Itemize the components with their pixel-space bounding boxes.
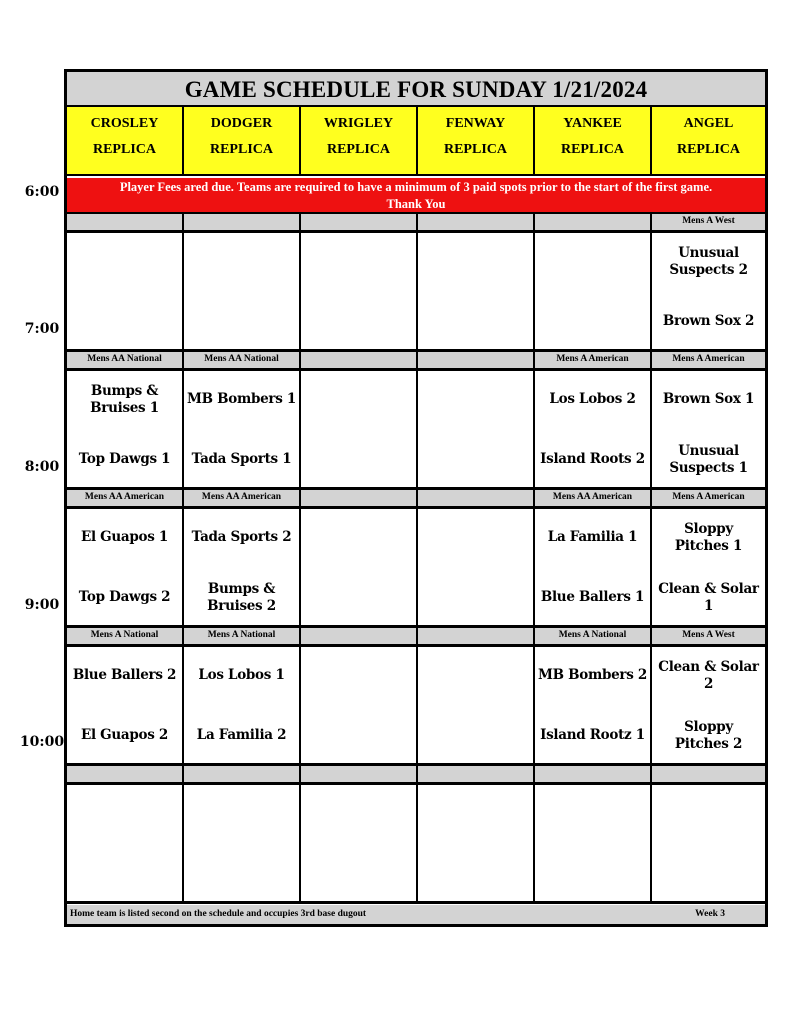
- time-label: 8:00: [24, 459, 60, 475]
- division-label: Mens AA American: [535, 490, 652, 509]
- division-label: Mens A National: [535, 628, 652, 647]
- division-label: Mens A West: [652, 214, 765, 233]
- away-team: Unusual Suspects 2: [669, 245, 748, 278]
- game-cell: [652, 647, 765, 766]
- game-cell: [184, 371, 301, 490]
- division-label: [418, 490, 535, 509]
- division-label: [652, 766, 765, 785]
- game-cell: [67, 509, 184, 628]
- division-label: Mens A American: [652, 490, 765, 509]
- home-team: Clean & Solar 1: [658, 581, 759, 614]
- away-team: La Familia 1: [547, 529, 638, 545]
- division-label: [535, 214, 652, 233]
- game-cell: [67, 371, 184, 490]
- game-cell: [184, 785, 301, 904]
- division-label: [418, 214, 535, 233]
- division-label: [301, 214, 418, 233]
- game-cell: [652, 233, 765, 352]
- game-cell: [418, 509, 535, 628]
- field-subtitle: REPLICA: [209, 142, 273, 157]
- field-name: WRIGLEY: [323, 116, 394, 131]
- game-cell: [652, 371, 765, 490]
- home-team: Brown Sox 2: [662, 313, 755, 329]
- game-cell: [301, 785, 418, 904]
- division-label: Mens A American: [652, 352, 765, 371]
- game-cell: [535, 233, 652, 352]
- home-team: Top Dawgs 2: [78, 589, 171, 605]
- game-cell: [535, 371, 652, 490]
- division-label: Mens AA American: [67, 490, 184, 509]
- field-name: DODGER: [210, 116, 273, 131]
- field-header-fenway: [418, 107, 535, 176]
- home-team: Top Dawgs 1: [78, 451, 171, 467]
- game-cell: [535, 509, 652, 628]
- home-team: Island Roots 2: [540, 451, 645, 467]
- division-label: Mens A West: [652, 628, 765, 647]
- game-cell: [184, 647, 301, 766]
- away-team: Brown Sox 1: [662, 391, 755, 407]
- away-team: MB Bombers 1: [187, 391, 296, 407]
- division-label: Mens AA National: [67, 352, 184, 371]
- schedule-sheet: [64, 69, 768, 927]
- division-label: [67, 214, 184, 233]
- away-team: Los Lobos 2: [549, 391, 636, 407]
- home-team: Island Rootz 1: [540, 727, 645, 743]
- game-cell: [184, 509, 301, 628]
- game-cell: [418, 647, 535, 766]
- fee-notice-line1: Player Fees ared due. Teams are required to have a minimum of 3 paid spots prior to the start of the first game.: [119, 180, 713, 194]
- division-label: [301, 766, 418, 785]
- division-label: [301, 352, 418, 371]
- time-label: 6:00: [24, 184, 60, 200]
- field-name: FENWAY: [445, 116, 506, 131]
- page-title: GAME SCHEDULE FOR SUNDAY 1/21/2024: [67, 72, 765, 107]
- away-team: Bumps & Bruises 1: [90, 383, 159, 416]
- field-subtitle: REPLICA: [676, 142, 740, 157]
- home-team: La Familia 2: [196, 727, 287, 743]
- game-cell: [418, 785, 535, 904]
- division-label: [184, 766, 301, 785]
- field-subtitle: REPLICA: [560, 142, 624, 157]
- field-subtitle: REPLICA: [443, 142, 507, 157]
- field-subtitle: REPLICA: [326, 142, 390, 157]
- game-cell: [535, 647, 652, 766]
- home-team: Bumps & Bruises 2: [207, 581, 276, 614]
- division-label: Mens A American: [535, 352, 652, 371]
- game-cell: [418, 371, 535, 490]
- division-label: [418, 352, 535, 371]
- game-cell: [652, 509, 765, 628]
- game-cell: [418, 233, 535, 352]
- home-team: Sloppy Pitches 2: [674, 719, 743, 752]
- field-name: ANGEL: [683, 116, 734, 131]
- division-label: [418, 628, 535, 647]
- division-label: [418, 766, 535, 785]
- fee-notice: [67, 178, 765, 214]
- division-label: Mens AA National: [184, 352, 301, 371]
- field-name: YANKEE: [563, 116, 622, 131]
- home-team: Unusual Suspects 1: [669, 443, 748, 476]
- division-label: [301, 490, 418, 509]
- home-team: Tada Sports 1: [191, 451, 292, 467]
- division-label: [535, 766, 652, 785]
- game-cell: [301, 233, 418, 352]
- away-team: Blue Ballers 2: [72, 667, 177, 683]
- field-header-dodger: [184, 107, 301, 176]
- division-label: Mens A National: [67, 628, 184, 647]
- away-team: Sloppy Pitches 1: [674, 521, 743, 554]
- time-label: 9:00: [24, 597, 60, 613]
- field-subtitle: REPLICA: [92, 142, 156, 157]
- game-cell: [301, 371, 418, 490]
- week-label: Week 3: [695, 909, 725, 919]
- game-cell: [301, 647, 418, 766]
- away-team: El Guapos 1: [80, 529, 169, 545]
- fee-notice-line2: Thank You: [386, 197, 446, 211]
- away-team: Tada Sports 2: [191, 529, 292, 545]
- field-header-wrigley: [301, 107, 418, 176]
- game-cell: [301, 509, 418, 628]
- field-header-crosley: [67, 107, 184, 176]
- division-label: [301, 628, 418, 647]
- footer-bar: [67, 905, 765, 924]
- game-cell: [184, 233, 301, 352]
- game-cell: [67, 233, 184, 352]
- game-cell: [535, 785, 652, 904]
- home-team: El Guapos 2: [80, 727, 169, 743]
- away-team: Los Lobos 1: [198, 667, 285, 683]
- field-name: CROSLEY: [90, 116, 159, 131]
- field-header-angel: [652, 107, 765, 176]
- division-label: [184, 214, 301, 233]
- division-label: [67, 766, 184, 785]
- time-label: 10:00: [19, 734, 65, 750]
- home-team-note: Home team is listed second on the schedule and occupies 3rd base dugout: [70, 909, 367, 919]
- away-team: Clean & Solar 2: [658, 659, 759, 692]
- division-label: Mens AA American: [184, 490, 301, 509]
- game-cell: [67, 647, 184, 766]
- division-label: Mens A National: [184, 628, 301, 647]
- game-cell: [67, 785, 184, 904]
- home-team: Blue Ballers 1: [540, 589, 645, 605]
- away-team: MB Bombers 2: [538, 667, 647, 683]
- time-label: 7:00: [24, 321, 60, 337]
- game-cell: [652, 785, 765, 904]
- field-header-yankee: [535, 107, 652, 176]
